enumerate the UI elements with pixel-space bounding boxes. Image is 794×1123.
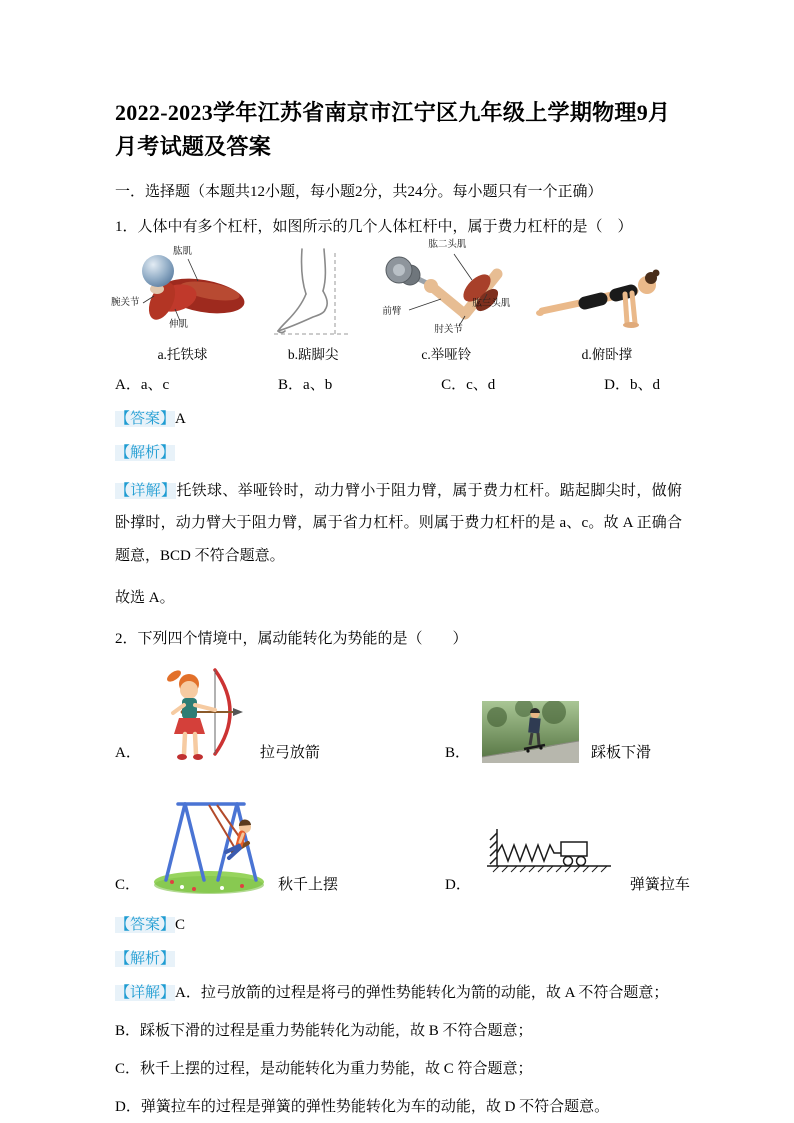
- q2-caption-a: 拉弓放箭: [259, 744, 320, 761]
- q1-conclusion: 故选 A。: [115, 589, 175, 606]
- q1-figure-tiptoe: [266, 247, 361, 363]
- pushup-illustration: [532, 251, 682, 339]
- q2-detail-label: 【详解】: [115, 984, 176, 1001]
- q2-detail-line-d: D．弹簧拉车的过程是弹簧的弹性势能转化为车的动能，故 D 不符合题意。: [115, 1098, 610, 1115]
- q2-letter-d: D．: [445, 876, 471, 893]
- q1-option-a: A．a、c: [115, 377, 170, 394]
- q1-answer-line: [115, 407, 682, 428]
- q1-figure-c-caption: c.举哑铃: [421, 347, 472, 363]
- section-header: 一．选择题（本题共12小题，每小题2分，共24分。每小题只有一个正确）: [115, 184, 603, 201]
- q2-answer-line: [115, 913, 682, 934]
- q1-analysis-line: [115, 441, 682, 462]
- q2-cell-d: [445, 790, 690, 900]
- q2-figure-grid: [115, 660, 690, 900]
- q2-cell-c: [115, 790, 415, 900]
- q2-detail-text-a: A．拉弓放箭的过程是将弓的弹性势能转化为箭的动能，故 A 不符合题意；: [175, 984, 669, 1001]
- q1-detail-paragraph: [115, 475, 682, 572]
- skateboard-photo-figure: [482, 701, 579, 768]
- spring-cart-figure: [483, 823, 618, 900]
- q1-options-row: [115, 373, 682, 394]
- q2-letter-a: A．: [115, 744, 141, 761]
- q2-cell-a: [115, 660, 415, 768]
- q2-caption-c: 秋千上摆: [278, 876, 339, 893]
- q1-option-d: D．b、d: [604, 377, 660, 394]
- q1-figure-d-caption: d.俯卧撑: [581, 347, 633, 363]
- document-title: 2022-2023学年江苏省南京市江宁区九年级上学期物理9月月考试题及答案: [115, 100, 671, 160]
- muscle-label-elbow: 肘关节: [434, 325, 463, 336]
- muscle-label-wanguanjie: 腕关节: [111, 298, 140, 309]
- q1-stem: 1．人体中有多个杠杆，如图所示的几个人体杠杆中，属于费力杠杆的是（ ）: [115, 219, 633, 236]
- q2-stem: 2．下列四个情境中，属动能转化为势能的是（ ）: [115, 630, 468, 647]
- q2-detail-line-c: C．秋千上摆的过程，是动能转化为重力势能，故 C 符合题意；: [115, 1060, 533, 1077]
- q1-answer-value: A: [175, 411, 186, 428]
- q2-caption-b: 踩板下滑: [591, 744, 652, 761]
- q1-figure-pushup: [532, 251, 682, 363]
- q2-analysis-label: 【解析】: [115, 950, 176, 967]
- q2-analysis-line: [115, 947, 682, 968]
- muscle-label-shenji: 伸肌: [169, 320, 189, 331]
- q1-figure-a-caption: a.托铁球: [157, 347, 208, 363]
- q1-figure-row: [111, 240, 682, 363]
- q1-detail-label: 【详解】: [115, 483, 177, 500]
- muscle-label-forearm: 前臂: [382, 307, 402, 318]
- q1-figure-arm-ball: [111, 247, 250, 363]
- q1-figure-b-caption: b.踮脚尖: [287, 347, 339, 363]
- q2-answer-label: 【答案】: [115, 916, 176, 933]
- q1-analysis-label: 【解析】: [115, 445, 176, 462]
- skateboard-illustration: [482, 701, 579, 763]
- archer-illustration: [153, 660, 248, 763]
- muscle-label-biceps: 肱二头肌: [428, 240, 467, 251]
- q2-detail-line-b: B．踩板下滑的过程是重力势能转化为动能，故 B 不符合题意；: [115, 1022, 533, 1039]
- q1-option-b: B．a、b: [278, 377, 333, 394]
- archer-figure: [153, 660, 248, 768]
- tiptoe-illustration: [268, 247, 358, 339]
- q1-detail-text: 托铁球、举哑铃时，动力臂小于阻力臂，属于费力杠杆。踮起脚尖时，做俯卧撑时，动力臂大于阻力臂，属于省力杠杆。则属于费力杠杆的是 a、c。故 A 正确合题意，BCD 不符合题意。: [115, 483, 682, 564]
- q2-letter-b: B．: [445, 744, 471, 761]
- q2-cell-b: [445, 660, 690, 768]
- swing-figure: [152, 790, 266, 900]
- q1-answer-label: 【答案】: [115, 411, 176, 428]
- muscle-label-gongji: 肱肌: [173, 247, 193, 258]
- q2-answer-value: C: [175, 916, 186, 933]
- q2-letter-c: C．: [115, 876, 141, 893]
- spring-cart-illustration: [483, 823, 618, 895]
- q2-detail-line-a: [115, 981, 682, 1002]
- q2-caption-d: 弹簧拉车: [629, 876, 690, 893]
- q1-figure-dumbbell: [376, 240, 516, 363]
- swing-illustration: [152, 790, 266, 895]
- muscle-label-triceps: 肱三头肌: [472, 299, 511, 310]
- q1-option-c: C．c、d: [441, 377, 496, 394]
